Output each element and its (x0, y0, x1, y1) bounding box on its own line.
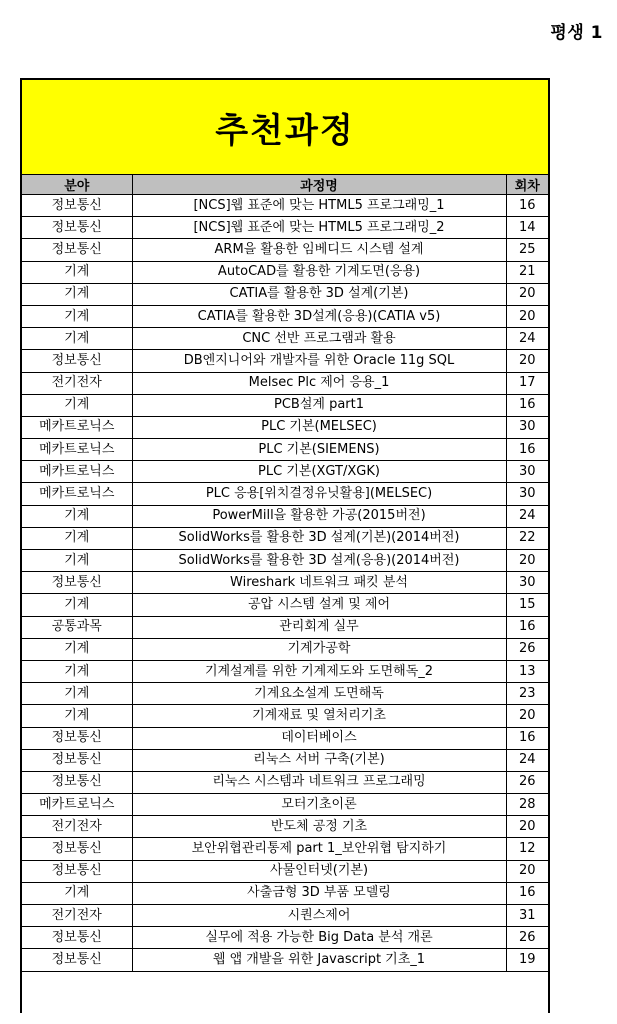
cell-field: 기계 (22, 683, 132, 705)
table-row (22, 927, 548, 949)
cell-field: 기계 (22, 394, 132, 416)
cell-count: 26 (506, 638, 548, 660)
table-row (22, 771, 548, 793)
cell-field: 기계 (22, 550, 132, 572)
cell-field: 정보통신 (22, 239, 132, 261)
cell-field: 정보통신 (22, 749, 132, 771)
table-row (22, 527, 548, 549)
cell-count: 20 (506, 860, 548, 882)
table-row (22, 239, 548, 261)
cell-course: 모터기초이론 (132, 794, 506, 816)
column-header-course: 과정명 (132, 175, 506, 195)
cell-field: 기계 (22, 660, 132, 682)
cell-course: 리눅스 서버 구축(기본) (132, 749, 506, 771)
cell-count: 20 (506, 550, 548, 572)
table-row (22, 217, 548, 239)
cell-course: PLC 기본(XGT/XGK) (132, 461, 506, 483)
cell-count: 28 (506, 794, 548, 816)
cell-field: 전기전자 (22, 816, 132, 838)
cell-count: 30 (506, 461, 548, 483)
cell-course: 실무에 적용 가능한 Big Data 분석 개론 (132, 927, 506, 949)
cell-course: 관리회계 실무 (132, 616, 506, 638)
table-row (22, 461, 548, 483)
cell-count: 23 (506, 683, 548, 705)
cell-course: Melsec Plc 제어 응용_1 (132, 372, 506, 394)
table-row (22, 860, 548, 882)
cell-field: 메카트로닉스 (22, 461, 132, 483)
cell-course: 기계재료 및 열처리기초 (132, 705, 506, 727)
table-row (22, 749, 548, 771)
page-header: 평생 1 (550, 23, 603, 43)
table-row (22, 882, 548, 904)
cell-course: 반도체 공정 기초 (132, 816, 506, 838)
table-row (22, 794, 548, 816)
cell-course: [NCS]웹 표준에 맞는 HTML5 프로그래밍_2 (132, 217, 506, 239)
cell-field: 기계 (22, 283, 132, 305)
cell-field: 정보통신 (22, 860, 132, 882)
cell-count: 20 (506, 816, 548, 838)
table-row (22, 439, 548, 461)
cell-course: 보안위협관리통제 part 1_보안위협 탐지하기 (132, 838, 506, 860)
cell-count: 16 (506, 394, 548, 416)
cell-count: 15 (506, 594, 548, 616)
cell-course: PLC 기본(SIEMENS) (132, 439, 506, 461)
cell-count: 26 (506, 927, 548, 949)
cell-count: 30 (506, 572, 548, 594)
cell-count: 16 (506, 616, 548, 638)
cell-course: 사출금형 3D 부품 모델링 (132, 882, 506, 904)
cell-field: 기계 (22, 261, 132, 283)
cell-count: 20 (506, 705, 548, 727)
table-row (22, 727, 548, 749)
table-row (22, 638, 548, 660)
cell-count: 16 (506, 439, 548, 461)
table-row (22, 949, 548, 971)
cell-field: 기계 (22, 638, 132, 660)
table-row (22, 416, 548, 438)
cell-field: 정보통신 (22, 572, 132, 594)
cell-course: [NCS]웹 표준에 맞는 HTML5 프로그래밍_1 (132, 195, 506, 217)
column-header-field: 분야 (22, 175, 132, 195)
cell-count: 12 (506, 838, 548, 860)
cell-course: 공압 시스템 설계 및 제어 (132, 594, 506, 616)
header-row (22, 175, 548, 195)
cell-field: 정보통신 (22, 838, 132, 860)
table-row (22, 816, 548, 838)
cell-course: CNC 선반 프로그램과 활용 (132, 328, 506, 350)
cell-field: 정보통신 (22, 350, 132, 372)
table-row (22, 705, 548, 727)
cell-field: 기계 (22, 305, 132, 327)
cell-count: 30 (506, 483, 548, 505)
cell-field: 기계 (22, 328, 132, 350)
cell-count: 26 (506, 771, 548, 793)
cell-course: SolidWorks를 활용한 3D 설계(응용)(2014버전) (132, 550, 506, 572)
cell-count: 20 (506, 305, 548, 327)
cell-count: 30 (506, 416, 548, 438)
cell-count: 24 (506, 505, 548, 527)
table-row (22, 328, 548, 350)
cell-field: 메카트로닉스 (22, 794, 132, 816)
table-row (22, 683, 548, 705)
table-row (22, 905, 548, 927)
cell-course: 시퀀스제어 (132, 905, 506, 927)
cell-field: 정보통신 (22, 217, 132, 239)
cell-course: ARM을 활용한 임베디드 시스템 설계 (132, 239, 506, 261)
cell-field: 기계 (22, 594, 132, 616)
cell-course: PowerMill을 활용한 가공(2015버전) (132, 505, 506, 527)
cell-course: 기계가공학 (132, 638, 506, 660)
cell-field: 정보통신 (22, 949, 132, 971)
cell-field: 정보통신 (22, 927, 132, 949)
course-table (22, 175, 548, 972)
cell-count: 16 (506, 195, 548, 217)
cell-count: 25 (506, 239, 548, 261)
cell-count: 22 (506, 527, 548, 549)
table-row (22, 616, 548, 638)
cell-count: 13 (506, 660, 548, 682)
table-row (22, 305, 548, 327)
cell-course: PLC 응용[위치결정유닛활용](MELSEC) (132, 483, 506, 505)
cell-field: 메카트로닉스 (22, 483, 132, 505)
table-row (22, 838, 548, 860)
cell-count: 24 (506, 328, 548, 350)
table-row (22, 261, 548, 283)
cell-course: 사물인터넷(기본) (132, 860, 506, 882)
cell-count: 17 (506, 372, 548, 394)
table-row (22, 350, 548, 372)
cell-count: 16 (506, 727, 548, 749)
cell-course: 기계요소설계 도면해독 (132, 683, 506, 705)
cell-count: 16 (506, 882, 548, 904)
recommended-courses-table (20, 78, 550, 1013)
cell-field: 기계 (22, 882, 132, 904)
cell-field: 전기전자 (22, 905, 132, 927)
cell-course: Wireshark 네트워크 패킷 분석 (132, 572, 506, 594)
cell-count: 20 (506, 283, 548, 305)
cell-course: PLC 기본(MELSEC) (132, 416, 506, 438)
table-row (22, 660, 548, 682)
cell-field: 기계 (22, 505, 132, 527)
table-row (22, 572, 548, 594)
cell-field: 정보통신 (22, 771, 132, 793)
table-title: 추천과정 (22, 80, 548, 175)
cell-field: 전기전자 (22, 372, 132, 394)
cell-count: 14 (506, 217, 548, 239)
course-table-body (22, 195, 548, 972)
cell-field: 기계 (22, 705, 132, 727)
cell-course: SolidWorks를 활용한 3D 설계(기본)(2014버전) (132, 527, 506, 549)
cell-field: 정보통신 (22, 195, 132, 217)
cell-course: PCB설계 part1 (132, 394, 506, 416)
cell-course: CATIA를 활용한 3D설계(응용)(CATIA v5) (132, 305, 506, 327)
cell-count: 19 (506, 949, 548, 971)
table-row (22, 594, 548, 616)
cell-count: 31 (506, 905, 548, 927)
table-row (22, 283, 548, 305)
table-row (22, 372, 548, 394)
cell-course: 기계설계를 위한 기계제도와 도면해독_2 (132, 660, 506, 682)
cell-course: 웹 앱 개발을 위한 Javascript 기초_1 (132, 949, 506, 971)
cell-course: DB엔지니어와 개발자를 위한 Oracle 11g SQL (132, 350, 506, 372)
cell-count: 21 (506, 261, 548, 283)
cell-field: 공통과목 (22, 616, 132, 638)
cell-course: 데이터베이스 (132, 727, 506, 749)
cell-field: 메카트로닉스 (22, 439, 132, 461)
cell-count: 20 (506, 350, 548, 372)
cell-count: 24 (506, 749, 548, 771)
cell-course: AutoCAD를 활용한 기계도면(응용) (132, 261, 506, 283)
cell-course: 리눅스 시스템과 네트워크 프로그래밍 (132, 771, 506, 793)
column-header-count: 회차 (506, 175, 548, 195)
table-row (22, 394, 548, 416)
table-row (22, 505, 548, 527)
cell-course: CATIA를 활용한 3D 설계(기본) (132, 283, 506, 305)
cell-field: 기계 (22, 527, 132, 549)
table-row (22, 483, 548, 505)
table-row (22, 195, 548, 217)
cell-field: 메카트로닉스 (22, 416, 132, 438)
cell-field: 정보통신 (22, 727, 132, 749)
table-row (22, 550, 548, 572)
